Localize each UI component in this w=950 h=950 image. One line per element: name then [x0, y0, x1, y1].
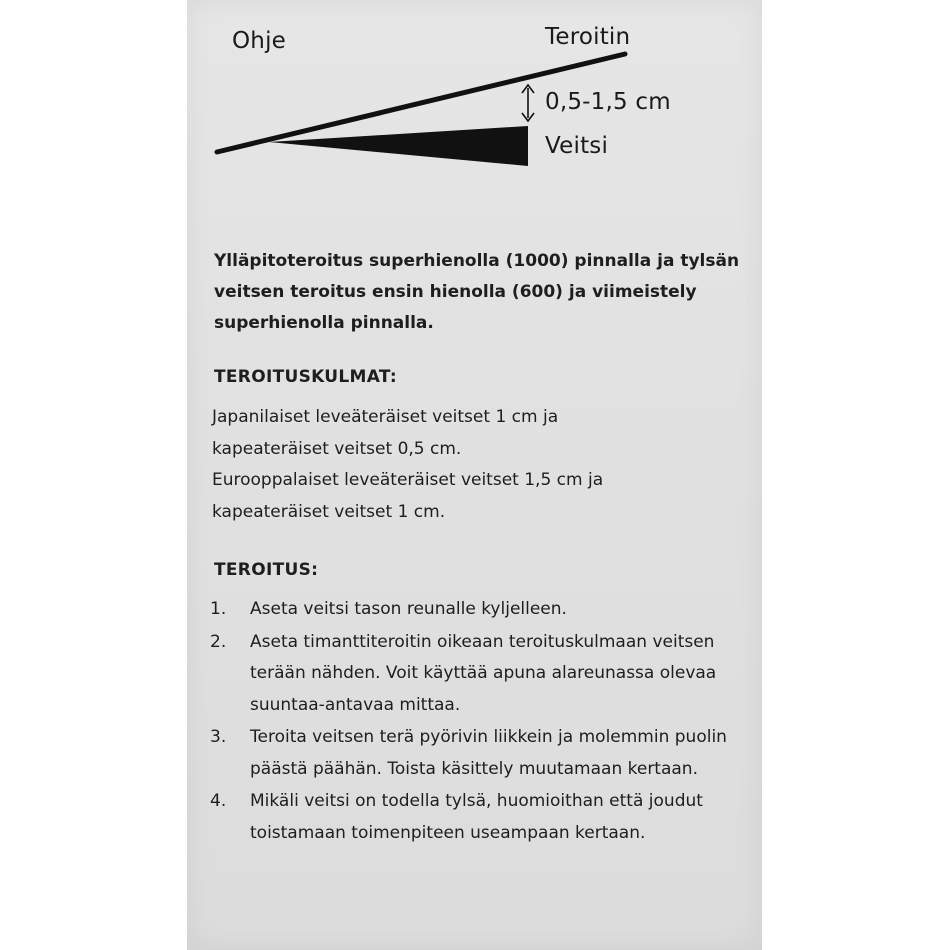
step-item [210, 627, 758, 722]
sharpening-heading: TEROITUS: [214, 560, 319, 580]
step-text: Aseta timanttiteroitin oikeaan teroituskulmaan veitsen terään nähden. Voit käyttää apuna alareunassa olevaa suuntaa-antavaa mittaa. [250, 631, 717, 715]
step-text: Mikäli veitsi on todella tylsä, huomioithan että joudut toistamaan toimenpiteen useampaan kertaan. [250, 791, 703, 843]
step-text: Aseta veitsi tason reunalle kyljelleen. [250, 599, 567, 619]
angles-line: kapeateräiset veitset 1 cm. [212, 501, 446, 522]
diagram-label-knife: Veitsi [545, 133, 609, 159]
sharpening-steps [210, 594, 758, 850]
step-number: 4. [210, 791, 227, 811]
angles-line: Eurooppalaiset leveäteräiset veitset 1,5 cm ja [212, 470, 604, 490]
step-number: 2. [210, 631, 227, 652]
angles-line: Japanilaiset leveäteräiset veitset 1 cm ja [212, 407, 559, 427]
step-item [210, 722, 758, 785]
distance-arrow-icon [522, 85, 534, 121]
diagram-label-sharpener: Teroitin [545, 24, 631, 50]
diagram-label-ohje: Ohje [232, 28, 287, 54]
step-item [210, 594, 758, 626]
angles-line: kapeateräiset veitset 0,5 cm. [212, 438, 462, 459]
step-item [210, 786, 758, 849]
diagram-label-range: 0,5-1,5 cm [545, 89, 671, 115]
angles-heading: TEROITUSKULMAT: [214, 367, 397, 387]
angle-diagram [187, 0, 762, 200]
intro-text: Ylläpitoteroitus superhienolla (1000) pinnalla ja tylsän veitsen teroitus ensin hienolla (600) ja viimeistely superhienolla pinnalla. [214, 251, 740, 333]
angles-text [212, 402, 757, 528]
step-number: 3. [210, 727, 227, 747]
step-number: 1. [210, 599, 227, 619]
step-text: Teroita veitsen terä pyörivin liikkein ja molemmin puolin päästä päähän. Toista käsittely muutamaan kertaan. [250, 727, 727, 779]
instruction-card [187, 0, 762, 950]
